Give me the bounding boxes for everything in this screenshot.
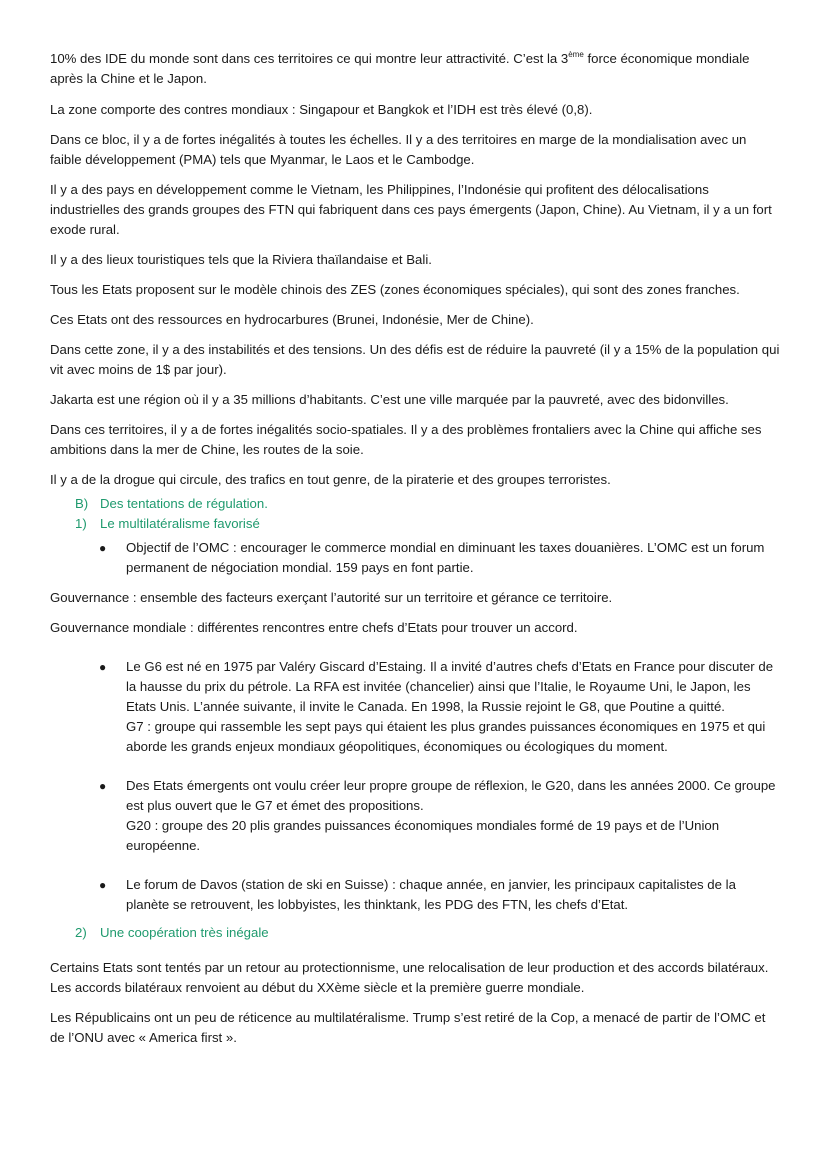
g7-definition: G7 : groupe qui rassemble les sept pays qui étaient les plus grandes puissances économiques en 1975 et qui aborde les grands enjeux mondiaux géopolitiques, économiques ou écologiques du moment. (126, 719, 766, 754)
paragraph-zes: Tous les Etats proposent sur le modèle chinois des ZES (zones économiques spéciales), qui sont des zones franches. (50, 282, 740, 297)
bullet-icon: ● (99, 541, 107, 555)
governance-list (50, 657, 780, 915)
list-item-g20: ● Des Etats émergents ont voulu créer leur propre groupe de réflexion, le G20, dans les années 2000. Ce groupe est plus ouvert que le G7 et émet des propositions. G20 : groupe des 20 plis grandes puissances économiques mondiales formé de 19 pays et de l’Union européenne. (50, 776, 780, 856)
section-2-heading: 2) Une coopération très inégale (75, 925, 269, 940)
paragraph-protectionnisme: Certains Etats sont tentés par un retour au protectionnisme, une relocalisation de leur production et des accords bilatéraux. Les accords bilatéraux renvoient au début du XXème siècle et la première guerre mondiale. (50, 960, 769, 995)
paragraph-jakarta: Jakarta est une région où il y a 35 millions d’habitants. C’est une ville marquée par la pauvreté, avec des bidonvilles. (50, 392, 729, 407)
paragraph-inegalites: Dans ce bloc, il y a de fortes inégalités à toutes les échelles. Il y a des territoires en marge de la mondialisation avec un faible développement (PMA) tels que Myanmar, le Laos et le Cambodge. (50, 132, 747, 167)
section-b-heading: B) Des tentations de régulation. (75, 496, 268, 511)
paragraph-developpement: Il y a des pays en développement comme le Vietnam, les Philippines, l’Indonésie qui profitent des délocalisations industrielles des grands groupes des FTN qui fabriquent dans ces pays émergents (Japon, Chine). Au Vietnam, il y a un fort exode rural. (50, 182, 772, 237)
superscript-eme: ème (568, 50, 584, 59)
paragraph-republicains: Les Républicains ont un peu de réticence au multilatéralisme. Trump s’est retiré de la Cop, a menacé de partir de l’OMC et de l’ONU avec « America first ». (50, 1010, 766, 1045)
omc-list (50, 538, 780, 578)
paragraph-instabilites: Dans cette zone, il y a des instabilités et des tensions. Un des défis est de réduire la pauvreté (il y a 15% de la population qui vit avec moins de 1$ par jour). (50, 342, 780, 377)
bullet-icon: ● (99, 878, 107, 892)
definition-gouvernance-mondiale: Gouvernance mondiale : différentes rencontres entre chefs d’Etats pour trouver un accord. (50, 620, 578, 635)
bullet-icon: ● (99, 779, 107, 793)
list-item-davos: ● Le forum de Davos (station de ski en Suisse) : chaque année, en janvier, les principaux capitalistes de la planète se retrouvent, les lobbyistes, les thinktank, les PDG des FTN, les chefs d’Etat. (99, 877, 736, 912)
paragraph-ide: 10% des IDE du monde sont dans ces territoires ce qui montre leur attractivité. C’est la 3ème force économique mondiale après la Chine et le Japon. (50, 50, 750, 86)
document-page (50, 49, 780, 1058)
paragraph-socio-spatiales: Dans ces territoires, il y a de fortes inégalités socio-spatiales. Il y a des problèmes frontaliers avec la Chine qui affiche ses ambitions dans la mer de Chine, les routes de la soie. (50, 422, 762, 457)
definition-gouvernance: Gouvernance : ensemble des facteurs exerçant l’autorité sur un territoire et gérance ce territoire. (50, 590, 613, 605)
paragraph-centres: La zone comporte des contres mondiaux : Singapour et Bangkok et l’IDH est très élevé (0,8). (50, 102, 593, 117)
bullet-icon: ● (99, 660, 107, 674)
g20-definition: G20 : groupe des 20 plis grandes puissances économiques mondiales formé de 19 pays et de l’Union européenne. (126, 818, 720, 853)
paragraph-drogue: Il y a de la drogue qui circule, des trafics en tout genre, de la piraterie et des groupes terroristes. (50, 472, 611, 487)
paragraph-tourisme: Il y a des lieux touristiques tels que la Riviera thaïlandaise et Bali. (50, 252, 432, 267)
paragraph-hydrocarbures: Ces Etats ont des ressources en hydrocarbures (Brunei, Indonésie, Mer de Chine). (50, 312, 534, 327)
list-item-g6: ● Le G6 est né en 1975 par Valéry Giscard d’Estaing. Il a invité d’autres chefs d’Etats en France pour discuter de la hausse du prix du pétrole. La RFA est invitée (chancelier) ainsi que l’Italie, le Royaume Uni, le Japon, les Etats Unis. L’année suivante, il invite le Canada. En 1998, la Russie rejoint le G8, que Poutine a quitté. G7 : groupe qui rassemble les sept pays qui étaient les plus grandes puissances économiques en 1975 et qui aborde les grands enjeux mondiaux géopolitiques, économiques ou écologiques du moment. (50, 657, 780, 757)
section-1-heading: 1) Le multilatéralisme favorisé (75, 516, 260, 531)
list-item-omc: ● Objectif de l’OMC : encourager le commerce mondial en diminuant les taxes douanières. L’OMC est un forum permanent de négociation mondial. 159 pays en font partie. (99, 540, 765, 575)
